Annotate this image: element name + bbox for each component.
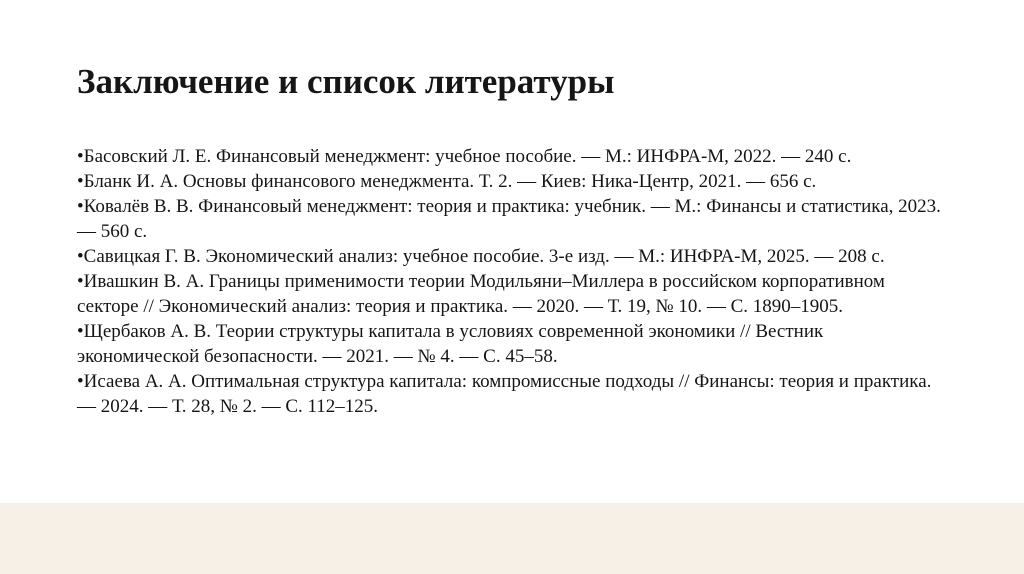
- reference-text: Савицкая Г. В. Экономический анализ: учебное пособие. 3-е изд. — М.: ИНФРА-М, 2025. — 208 с.: [83, 246, 885, 267]
- reference-item: [77, 194, 947, 244]
- bullet-icon: •: [77, 196, 84, 217]
- bullet-icon: •: [77, 321, 84, 342]
- reference-item: [77, 244, 947, 269]
- reference-text: Ковалёв В. В. Финансовый менеджмент: теория и практика: учебник. — М.: Финансы и статистика, 2023. — 560 с.: [77, 196, 941, 242]
- reference-text: Щербаков А. В. Теории структуры капитала в условиях современной экономики // Вестник экономической безопасности. — 2021. — № 4. — С. 45–58.: [77, 321, 824, 367]
- reference-item: [77, 319, 947, 369]
- bullet-icon: •: [77, 271, 84, 292]
- slide-title: Заключение и список литературы: [77, 62, 615, 101]
- reference-item: [77, 169, 947, 194]
- reference-text: Исаева А. А. Оптимальная структура капитала: компромиссные подходы // Финансы: теория и практика. — 2024. — Т. 28, № 2. — С. 112–125.: [77, 371, 932, 417]
- bullet-icon: •: [77, 146, 84, 167]
- reference-item: [77, 269, 947, 319]
- bullet-icon: •: [77, 371, 84, 392]
- reference-text: Бланк И. А. Основы финансового менеджмента. Т. 2. — Киев: Ника-Центр, 2021. — 656 с.: [83, 171, 817, 192]
- bullet-icon: •: [77, 246, 84, 267]
- reference-item: [77, 369, 947, 419]
- reference-list: [77, 144, 947, 419]
- bullet-icon: •: [77, 171, 84, 192]
- reference-text: Ивашкин В. А. Границы применимости теории Модильяни–Миллера в российском корпоративном секторе // Экономический анализ: теория и практика. — 2020. — Т. 19, № 10. — С. 1890–1905.: [77, 271, 885, 317]
- reference-text: Басовский Л. Е. Финансовый менеджмент: учебное пособие. — М.: ИНФРА-М, 2022. — 240 с.: [83, 146, 852, 167]
- footer-band: [0, 503, 1024, 574]
- reference-item: [77, 144, 947, 169]
